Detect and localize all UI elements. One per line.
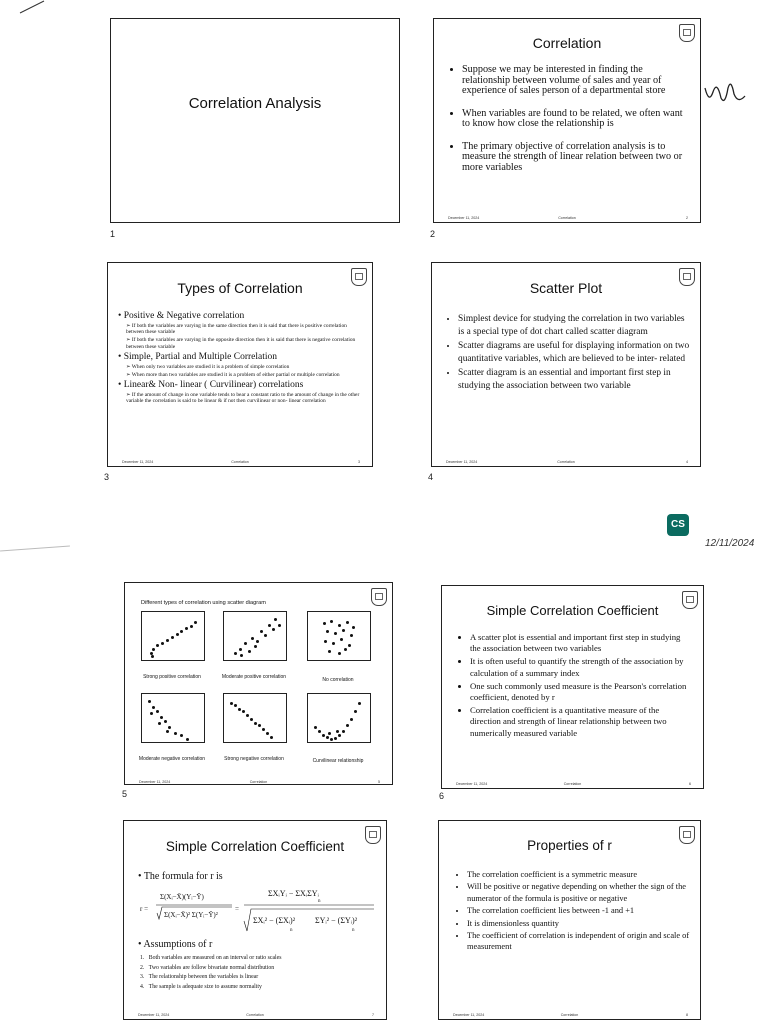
footer-date: December 11, 2024 bbox=[456, 782, 488, 786]
sub-point-text: When more than two variables are studied it is a problem of either partial or multiple correlation bbox=[131, 372, 340, 379]
footer-topic: Correlation bbox=[249, 780, 268, 784]
slide-8 bbox=[438, 820, 701, 1020]
sub-point-text: If the amount of change in one variable tends to bear a constant ratio to the amount of change in the other variable the correlation is said to be linear & if not then curvilinear or non- linear correlation bbox=[126, 392, 360, 405]
formula-intro: • The formula for r is bbox=[138, 871, 223, 882]
list-item: • One such commonly used measure is the Pearson's correlation coefficient, denoted by r bbox=[470, 681, 691, 703]
scatter-label: No correlation bbox=[322, 677, 354, 683]
svg-text:=: = bbox=[235, 905, 239, 913]
sub-point-text: If both the variables are varying in the opposite direction then it is said that there is negative correlation between these variable bbox=[126, 337, 356, 350]
page-number-3: 3 bbox=[104, 472, 110, 482]
footer-date: December 11, 2024 bbox=[448, 216, 480, 220]
page-number-4: 4 bbox=[428, 472, 434, 482]
slide-3-body bbox=[118, 311, 362, 405]
footer-slide-number: 7 bbox=[372, 1013, 374, 1017]
footer-slide-number: 3 bbox=[358, 460, 360, 464]
footer-slide-number: 6 bbox=[689, 782, 691, 786]
sub-point: ➢ When more than two variables are studied it is a problem of either partial or multiple correlation bbox=[126, 372, 340, 379]
svg-text:n: n bbox=[290, 928, 293, 933]
footer-topic: Correlation bbox=[558, 216, 576, 220]
scatter-label: Moderate positive correlation bbox=[221, 674, 287, 680]
assumption-text: The sample is adequate size to assume normality bbox=[148, 983, 262, 990]
footer-date: December 11, 2024 bbox=[138, 1013, 170, 1017]
svg-text:ΣXᵢYᵢ − ΣXᵢΣYᵢ: ΣXᵢYᵢ − ΣXᵢΣYᵢ bbox=[268, 889, 319, 898]
list-item: • Scatter diagram is an essential and important first step in studying the association between two variable bbox=[458, 367, 690, 392]
list-item: • Simplest device for studying the correlation in two variables is a special type of dot chart called scatter diagram bbox=[458, 313, 690, 338]
footer-date: December 11, 2024 bbox=[122, 460, 154, 464]
svg-text:Σ(Xᵢ−X̄)² Σ(Yᵢ−Ȳ)²: Σ(Xᵢ−X̄)² Σ(Yᵢ−Ȳ)² bbox=[164, 911, 218, 919]
slide-5 bbox=[124, 582, 393, 785]
slide-3-title: Types of Correlation bbox=[177, 280, 303, 296]
list-item: • It is dimensionless quantity bbox=[467, 918, 690, 929]
assumptions-heading: • Assumptions of r bbox=[138, 939, 213, 950]
footer-slide-number: 5 bbox=[378, 780, 380, 784]
scatter-strong-negative bbox=[223, 693, 287, 743]
list-item: 1. Both variables are measured on an interval or ratio scales bbox=[140, 955, 282, 961]
slide-7-title: Simple Correlation Coefficient bbox=[165, 839, 345, 854]
footer-date: December 11, 2024 bbox=[139, 780, 171, 784]
list-item: • Correlation coefficient is a quantitative measure of the direction and strength of linear relationship between two numerically measured variable bbox=[470, 705, 691, 739]
page-number-2: 2 bbox=[430, 229, 436, 239]
slide-2 bbox=[433, 18, 701, 223]
scatter-label: Moderate negative correlation bbox=[138, 756, 206, 762]
slide-6-title: Simple Correlation Coefficient bbox=[486, 603, 659, 618]
section-heading: • Linear& Non- linear ( Curvilinear) correlations bbox=[118, 380, 304, 391]
scatter-label: Strong negative correlation bbox=[224, 756, 284, 762]
slide-4-title: Scatter Plot bbox=[529, 280, 603, 296]
footer-date: December 11, 2024 bbox=[453, 1013, 485, 1017]
heading-text: Simple, Partial and Multiple Correlation bbox=[123, 351, 277, 362]
heading-text: Linear& Non- linear ( Curvilinear) correlations bbox=[123, 380, 304, 391]
list-item: • Will be positive or negative depending on whether the sign of the numerator of the formula is positive or negative bbox=[467, 881, 690, 904]
footer-slide-number: 4 bbox=[686, 460, 688, 464]
list-item: 2. Two variables are follow bivariate normal distribution bbox=[140, 964, 275, 971]
list-item: 3. The relationship between the variables is linear bbox=[140, 974, 259, 980]
cs-logo: CS bbox=[667, 514, 689, 536]
scan-line bbox=[0, 546, 70, 552]
sub-point-text: If both the variables are varying in the same direction then it is said that there is positive correlation between these variable bbox=[126, 323, 347, 336]
list-item: • The primary objective of correlation analysis is to measure the strength of linear relation between two or more variables bbox=[462, 142, 688, 174]
svg-text:ΣYᵢ² − (ΣYᵢ)²: ΣYᵢ² − (ΣYᵢ)² bbox=[315, 916, 358, 925]
list-item: • The correlation coefficient lies between -1 and +1 bbox=[467, 905, 690, 916]
footer-slide-number: 2 bbox=[686, 216, 688, 220]
slide-6 bbox=[441, 585, 704, 789]
svg-text:n: n bbox=[352, 928, 355, 933]
handwritten-mark-icon bbox=[703, 78, 749, 106]
pearson-formula bbox=[140, 885, 376, 937]
scatter-heading: Different types of correlation using scatter diagram bbox=[141, 600, 266, 606]
assumption-text: Both variables are measured on an interval or ratio scales bbox=[148, 955, 282, 961]
slide-2-bullets bbox=[448, 65, 688, 179]
list-item: 4. The sample is adequate size to assume normality bbox=[140, 983, 262, 990]
pen-mark-icon bbox=[18, 0, 48, 14]
sub-point: ➢ If both the variables are varying in the same direction then it is said that there is positive correlation between these variable bbox=[126, 323, 347, 336]
slide-1 bbox=[110, 18, 400, 223]
slide-8-bullets bbox=[453, 869, 690, 959]
scatter-no-correlation bbox=[307, 611, 371, 661]
assumptions-title-text: Assumptions of r bbox=[143, 939, 213, 950]
footer-topic: Correlation bbox=[246, 1013, 264, 1017]
sub-point-text: When only two variables are studied it is a problem of simple correlation bbox=[131, 363, 290, 370]
footer-date: December 11, 2024 bbox=[446, 460, 478, 464]
slide-6-bullets bbox=[456, 632, 691, 745]
assumption-text: The relationship between the variables is linear bbox=[148, 974, 259, 980]
section-heading: • Simple, Partial and Multiple Correlation bbox=[118, 351, 277, 362]
section-heading: • Positive & Negative correlation bbox=[118, 311, 245, 321]
list-item: • The coefficient of correlation is independent of origin and scale of measurement bbox=[467, 930, 690, 953]
scatter-strong-positive bbox=[141, 611, 205, 661]
list-item: • It is often useful to quantify the strength of the association by calculation of a summary index bbox=[470, 656, 691, 678]
footer-topic: Correlation bbox=[563, 782, 582, 786]
list-item: • When variables are found to be related, we often want to know how close the relationship is bbox=[462, 109, 688, 130]
list-item: • Suppose we may be interested in finding the relationship between volume of sales and year of experience of sales person of a departmental store bbox=[462, 65, 688, 97]
crest-icon bbox=[371, 588, 387, 606]
footer-topic: Correlation bbox=[560, 1013, 579, 1017]
sub-point: ➢ If both the variables are varying in the opposite direction then it is said that there is negative correlation between these variable bbox=[126, 337, 356, 350]
scatter-moderate-positive bbox=[223, 611, 287, 661]
svg-text:Σ(Xᵢ−X̄)(Yᵢ−Ȳ): Σ(Xᵢ−X̄)(Yᵢ−Ȳ) bbox=[160, 893, 204, 901]
footer-topic: Correlation bbox=[557, 460, 575, 464]
slide-3 bbox=[107, 262, 373, 467]
heading-text: Positive & Negative correlation bbox=[123, 311, 245, 321]
svg-text:ΣXᵢ² − (ΣXᵢ)²: ΣXᵢ² − (ΣXᵢ)² bbox=[253, 916, 296, 925]
slide-1-title: Correlation Analysis bbox=[188, 95, 322, 112]
footer-slide-number: 8 bbox=[686, 1013, 688, 1017]
page-number-1: 1 bbox=[110, 229, 116, 239]
slide-8-title: Properties of r bbox=[527, 838, 612, 853]
list-item: • A scatter plot is essential and important first step in studying the association between two variables bbox=[470, 632, 691, 654]
slide-4 bbox=[431, 262, 701, 467]
slide-4-bullets bbox=[444, 313, 690, 399]
page-number-5: 5 bbox=[122, 789, 128, 799]
formula-intro-text: The formula for r is bbox=[143, 871, 223, 882]
slide-2-title: Correlation bbox=[532, 35, 602, 51]
sub-point: ➢ If the amount of change in one variable tends to bear a constant ratio to the amount of change in the other variable the correlation is said to be linear & if not then curvilinear or non- linear correlation bbox=[126, 392, 360, 405]
list-item: • Scatter diagrams are useful for displaying information on two quantitative variables, which are believed to be inter- related bbox=[458, 340, 690, 365]
footer-topic: Correlation bbox=[231, 460, 249, 464]
page-number-6: 6 bbox=[439, 791, 445, 801]
svg-text:r =: r = bbox=[140, 905, 149, 913]
scatter-label: Strong positive correlation bbox=[143, 674, 201, 680]
scatter-curvilinear bbox=[307, 693, 371, 743]
scan-date: 12/11/2024 bbox=[705, 538, 755, 549]
assumptions-list bbox=[140, 954, 376, 992]
svg-text:n: n bbox=[318, 899, 321, 904]
sub-point: ➢ When only two variables are studied it is a problem of simple correlation bbox=[126, 363, 290, 370]
assumption-text: Two variables are follow bivariate normal distribution bbox=[148, 964, 275, 971]
scatter-moderate-negative bbox=[141, 693, 205, 743]
slide-7 bbox=[123, 820, 387, 1020]
scatter-label: Curvilinear relationship bbox=[312, 758, 364, 764]
list-item: • The correlation coefficient is a symmetric measure bbox=[467, 869, 690, 880]
